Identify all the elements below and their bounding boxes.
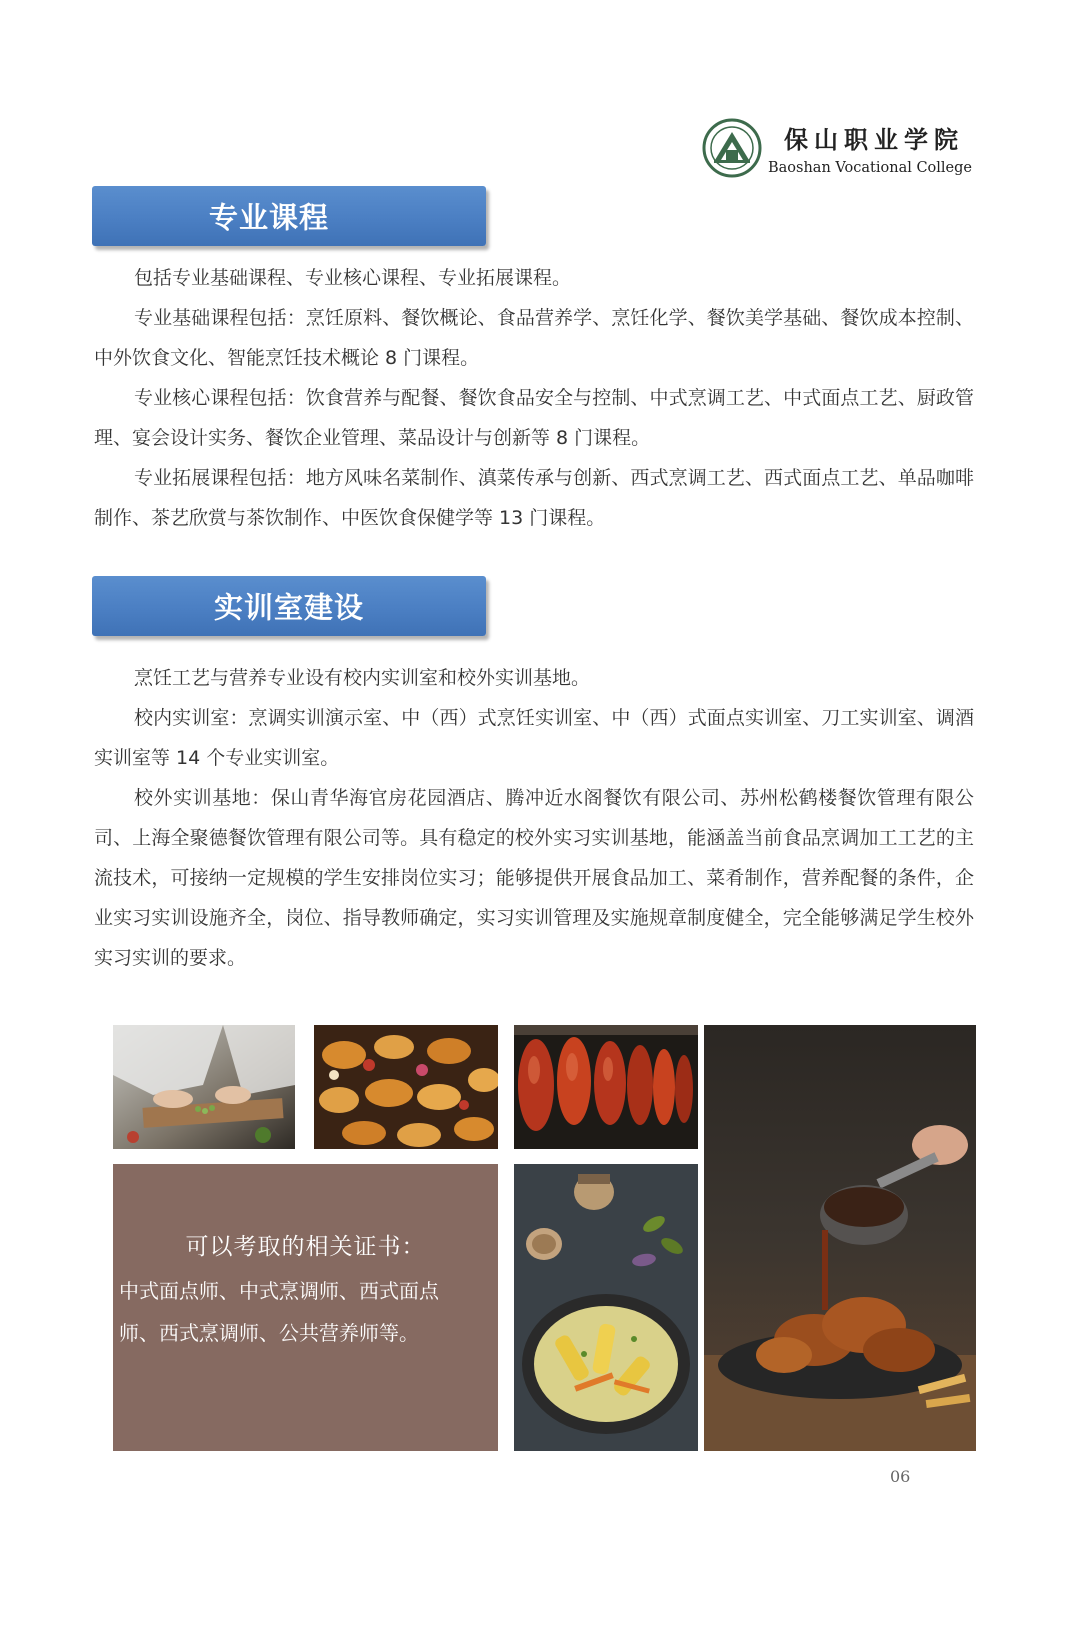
section-title-courses: 专业课程: [208, 200, 329, 235]
courses-paragraph: 专业拓展课程包括：地方风味名菜制作、滇菜传承与创新、西式烹调工艺、西式面点工艺、单品咖啡制作、茶艺欣赏与茶饮制作、中医饮食保健学等 13 门课程。: [94, 467, 974, 529]
pastry-photo: [314, 1025, 498, 1149]
fried-chicken-sauce-photo: [704, 1025, 976, 1451]
courses-paragraph: 专业基础课程包括：烹饪原料、餐饮概论、食品营养学、烹饪化学、餐饮美学基础、餐饮成本控制、中外饮食文化、智能烹饪技术概论 8 门课程。: [94, 307, 974, 369]
labs-text: [94, 658, 974, 978]
logo-chinese-name: 保山职业学院: [784, 125, 964, 154]
chef-cutting-photo: [113, 1025, 295, 1149]
section-title-labs: 实训室建设: [213, 590, 364, 625]
logo-english-name: Baoshan Vocational College: [768, 160, 973, 176]
college-logo: [702, 118, 992, 188]
section-header-courses: [92, 186, 486, 246]
courses-paragraph: 包括专业基础课程、专业核心课程、专业拓展课程。: [134, 267, 572, 289]
certificates-list: 中式面点师、中式烹调师、西式面点师、西式烹调师、公共营养师等。: [119, 1279, 439, 1345]
courses-paragraph: 专业核心课程包括：饮食营养与配餐、餐饮食品安全与控制、中式烹调工艺、中式面点工艺、厨政管理、宴会设计实务、餐饮企业管理、菜品设计与创新等 8 门课程。: [94, 387, 974, 449]
labs-paragraph: 烹饪工艺与营养专业设有校内实训室和校外实训基地。: [134, 667, 591, 689]
courses-text: [94, 258, 974, 538]
certificates-title: 可以考取的相关证书：: [185, 1234, 426, 1260]
certificates-box: [113, 1164, 498, 1451]
labs-paragraph: 校内实训室：烹调实训演示室、中（西）式烹饪实训室、中（西）式面点实训室、刀工实训室、调酒实训室等 14 个专业实训室。: [94, 707, 974, 769]
corn-soup-photo: [514, 1164, 698, 1451]
labs-paragraph: 校外实训基地：保山青华海官房花园酒店、腾冲近水阁餐饮有限公司、苏州松鹤楼餐饮管理有限公司、上海全聚德餐饮管理有限公司等。具有稳定的校外实习实训基地，能涵盖当前食品烹调加工工艺的主流技术，可接纳一定规模的学生安排岗位实习；能够提供开展食品加工、菜肴制作，营养配餐的条件，企业实习实训设施齐全，岗位、指导教师确定，实习实训管理及实施规章制度健全，完全能够满足学生校外实习实训的要求。: [94, 787, 974, 969]
college-emblem-icon: [702, 118, 762, 178]
roast-duck-photo: [514, 1025, 698, 1149]
page-number: 06: [890, 1467, 911, 1486]
section-header-labs: [92, 576, 486, 636]
